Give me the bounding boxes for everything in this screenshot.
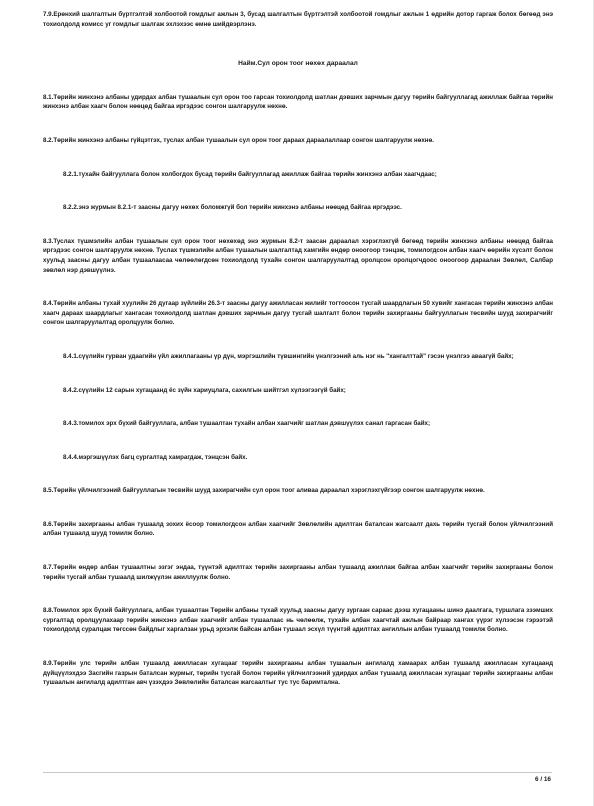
paragraph-8-4-3: 8.4.3.томилох эрх бүхий байгууллага, албан тушаалтан тухайн албан хаагчийг шатлан дэвшүүлэх санал гаргасан байх; [63, 420, 431, 428]
paragraph-8-4-1: 8.4.1.сүүлийн гурван удаагийн үйл ажиллагааны үр дүн, мэргэшлийн түвшингийн үнэлгээний аль нэг нь "хангалттай" гэсэн үнэлгээ аваагүй байх; [63, 352, 514, 360]
footer-divider [43, 772, 552, 773]
paragraph-8-2-2: 8.2.2.энэ журмын 8.2.1-т заасны дагуу нөхөх боломжгүй бол төрийн жинхэнэ албаны нөөцөд байгаа иргэдээс. [63, 204, 402, 212]
section-heading: Найм.Сул орон тоог нөхөх дараалал [238, 60, 358, 68]
paragraph-8-3: 8.3.Туслах түшмэлийн албан тушаалын сул орон тоог нөхөхөд энэ журмын 8.2-т заасан дараалал хэрэглэхгүй бөгөөд төрийн жинхэнэ албаны нөөцөд байгаа иргэдээс сонгон шалгаруулж нөхнө. Туслах түшмэлийн албан тушаалын шалгалтад хамгийн өндөр оноогоор тэнцэж, томилогдсон албан хаагч өөрийн хүсэлт болон хуульд заасны дагуу албан тушаалаасаа чөлөөлөгдсөн тохиолдолд тухайн сонгон шалгаруулалтад оролцсон оролцогчдоос оноогоор дараалан Зөвлөл, Салбар зөвлөл нэр дэвшүүлнэ. [43, 237, 553, 274]
paragraph-8-4-2: 8.4.2.сүүлийн 12 сарын хугацаанд ёс зүйн хариуцлага, сахилгын шийтгэл хүлээгээгүй байх; [63, 386, 346, 394]
paragraph-8-2-1: 8.2.1.тухайн байгууллага болон холбогдох бусад төрийн байгууллагад ажиллаж байгаа төрийн жинхэнэ албан хаагчдаас; [63, 170, 437, 178]
paragraph-7-9: 7.9.Ерөнхий шалгалтын бүртгэлтэй холбоотой гомдлыг ажлын 3, бусад шалгалтын бүртгэлтэй холбоотой гомдлыг ажлын 1 өдрийн дотор гаргаж болох бөгөөд энэ тохиолдолд комисс уг гомдлыг шалгаж эхлэхээс өмнө шийдвэрлэнэ. [43, 11, 553, 28]
page-number: 6 / 16 [535, 776, 551, 783]
paragraph-8-2: 8.2.Төрийн жинхэнэ албаны гүйцэтгэх, туслах албан тушаалын сул орон тоог дараах дараалаллаар сонгон шалгаруулж нөхнө. [43, 136, 435, 144]
paragraph-8-5: 8.5.Төрийн үйлчилгээний байгууллагын төсвийн шууд захирагчийн сул орон тоог аливаа дараалал хэрэглэхгүйгээр сонгон шалгаруулж нөхнө. [43, 487, 485, 495]
paragraph-8-6: 8.6.Төрийн захиргааны албан тушаалд зохих ёсоор томилогдсон албан хаагчийг Зөвлөлийн адилтган баталсан жагсаалт дахь төрийн тусгай болон үйлчилгээний албан тушаалд шууд томилж болно. [43, 520, 553, 538]
paragraph-8-4: 8.4.Төрийн албаны тухай хуулийн 26 дугаар зүйлийн 26.3-т заасны дагуу ажилласан жилийг тогтоосон тусгай шаардлагын 50 хувийг хангасан төрийн жинхэнэ албан хаагч дараах шаардлагыг хангасан тохиолдолд шатлан дэвших зарчмын дагуу тусгай шалгалт болон төрийн захиргааны байгууллагын төсвийн шууд захирагчийг сонгон шалгаруулалтад оролцуулж болно. [43, 300, 553, 327]
page-content [43, 10, 553, 688]
paragraph-8-7: 8.7.Төрийн өндөр албан тушаалтны эзгэг эндаа, түүнтэй адилтгах төрийн захиргааны албан тушаалд ажиллаж байгаа албан хаагчийг төрийн захиргааны болон төрийн тусгай албан тушаалд шилжүүлэн ажиллуулж болно. [43, 564, 553, 581]
paragraph-8-9: 8.9.Төрийн улс төрийн албан тушаалд ажилласан хугацааг төрийн захиргааны албан тушаалын ангилалд хамаарах албан тушаалд ажилласан хугацаанд дүйцүүлэхдээ Засгийн газрын баталсан журмыг, төрийн тусгай болон төрийн үйлчилгээний удирдах албан тушаалд ажилласан хугацааг төрийн захиргааны албан тушаалын ангилалд адилтган авч үзэхдээ Зөвлөлийн баталсан жагсаалтыг тус тус баримтална. [43, 660, 553, 687]
paragraph-8-1: 8.1.Төрийн жинхэнэ албаны удирдах албан тушаалын сул орон тоо гарсан тохиолдолд шатлан дэвших зарчмын дагуу төрийн байгууллагад ажиллаж байгаа төрийн жинхэнэ албан хаагч болон нөөцөд байгаа иргэдээс сонгон шалгаруулж нөхнө. [43, 93, 553, 111]
paragraph-8-8: 8.8.Томилох эрх бүхий байгууллага, албан тушаалтан Төрийн албаны тухай хуульд заасны дагуу зургаан сараас дээш хугацааны шинэ даалгага, туршлага зээмших сургалтад оролцуулахаар төрийн жинхэнэ албан хаагчийг албан тушаалаас нь чөлөөлж, тухайн албан хаагчтай ажлын байраар хангах үүрэг хүлээсэн гэрээтэй тохиолдолд суралцаж төгссөн байдлыг харгалзан урьд эрхэлж байсан албан тушаал эсхүл түүнтэй адилтгах ангиллын албан тушаалд томилж болно. [43, 607, 553, 634]
paragraph-8-4-4: 8.4.4.мэргэшүүлэх багц сургалтад хамрагдаж, тэнцсэн байх. [63, 453, 248, 461]
